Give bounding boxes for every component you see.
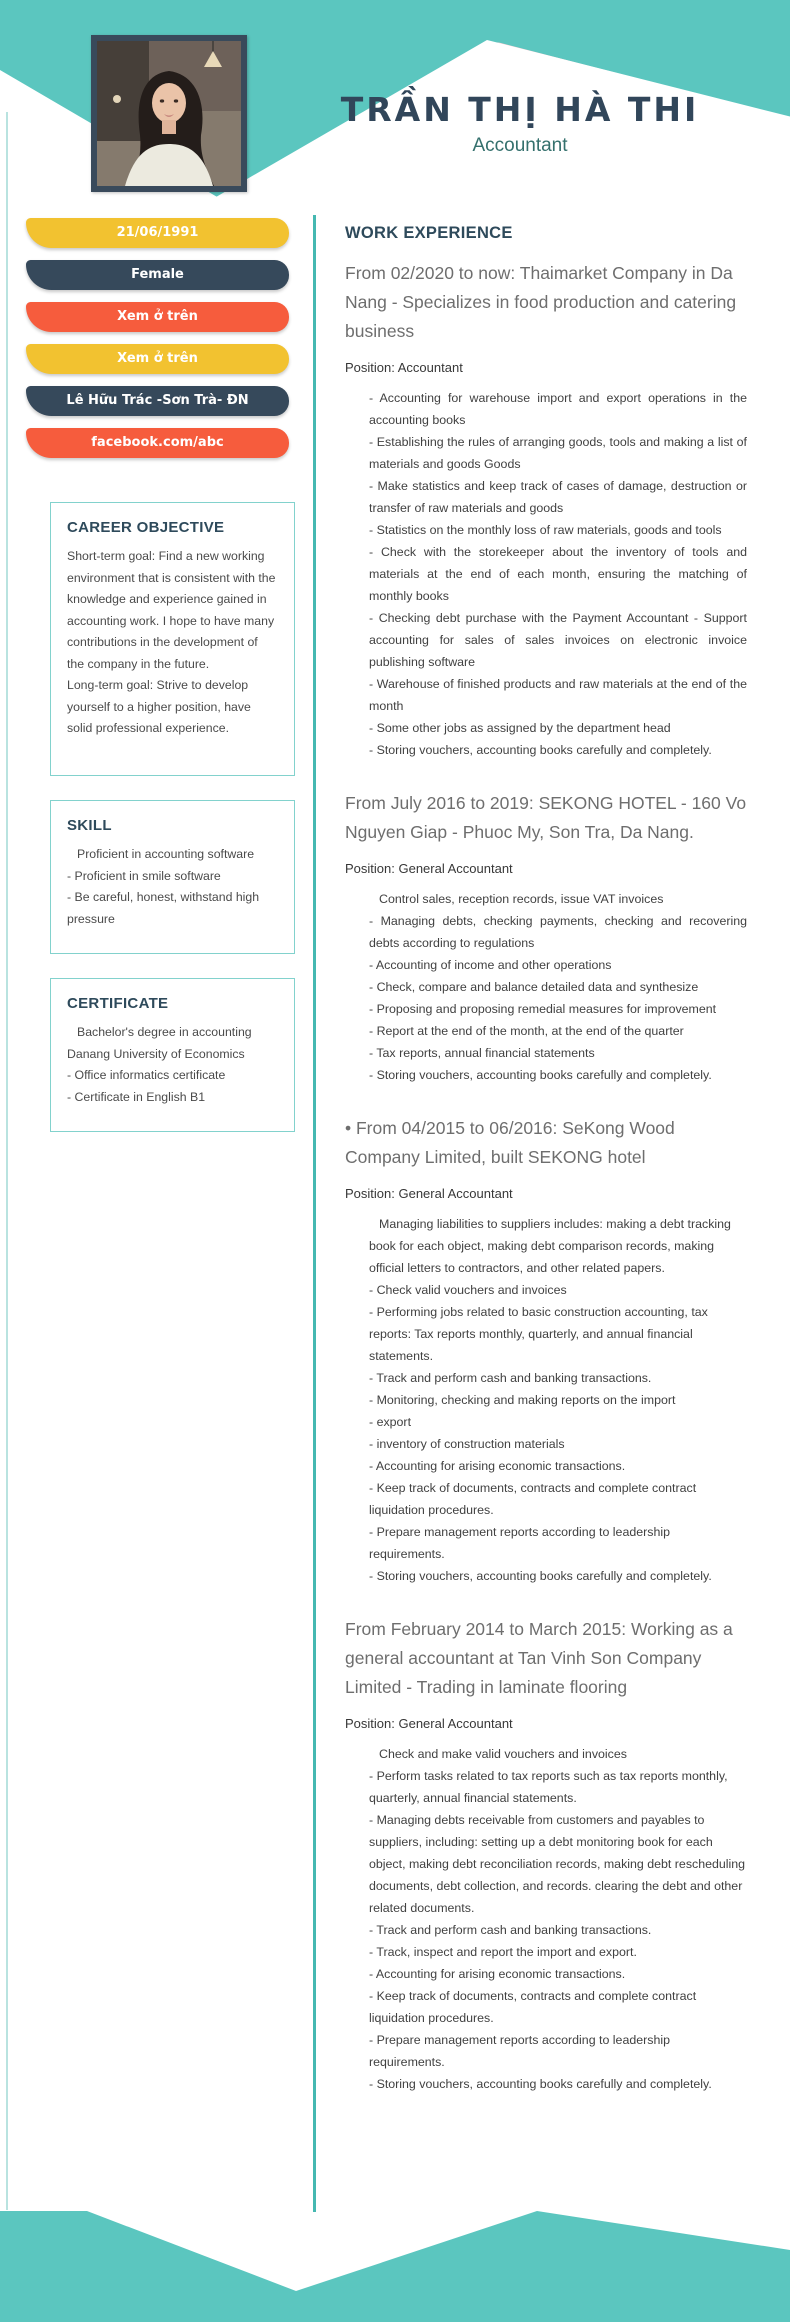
contact-badge-label: facebook.com/abc [91, 435, 224, 450]
job-bullet: - Check with the storekeeper about the inventory of tools and materials at the end of each month, ensuring the matching of monthly books [369, 545, 747, 603]
job-bullet: - Keep track of documents, contracts and complete contract liquidation procedures. [369, 1989, 697, 2025]
certificate-line: Bachelor's degree in accounting Danang University of Economics [67, 1025, 252, 1061]
job-bullets [369, 1743, 747, 2095]
contact-badge-label: 21/06/1991 [116, 225, 199, 240]
contact-badge [26, 218, 289, 248]
career-objective-line: Short-term goal: Find a new working environment that is consistent with the knowledge and experience gained in accounting work. I hope to have many contributions in the development of the company in the future. [67, 549, 276, 671]
contact-badge-label: Xem ở trên [117, 351, 198, 366]
contact-badge [26, 344, 289, 374]
contact-badges [26, 218, 289, 470]
column-divider-rule [313, 215, 316, 2212]
job-entry-sekong-hotel [345, 789, 747, 1086]
certificate-heading: CERTIFICATE [67, 995, 169, 1012]
job-bullet: - Storing vouchers, accounting books carefully and completely. [369, 1569, 712, 1583]
person-job-title: Accountant [472, 135, 568, 156]
job-bullet: - Track and perform cash and banking transactions. [369, 1923, 652, 1937]
job-bullet: Control sales, reception records, issue VAT invoices [379, 892, 664, 906]
job-bullet: Managing liabilities to suppliers includes: making a debt tracking book for each object, making debt comparison records, making official letters to contractors, and other related papers. [369, 1217, 731, 1275]
job-bullet: - Accounting of income and other operations [369, 958, 612, 972]
contact-badge [26, 428, 289, 458]
job-bullet: - Tax reports, annual financial statements [369, 1046, 595, 1060]
skill-line: - Proficient in smile software [67, 868, 221, 883]
job-bullet: - Keep track of documents, contracts and complete contract liquidation procedures. [369, 1481, 697, 1517]
job-bullet: - Managing debts, checking payments, checking and recovering debts according to regulations [369, 914, 747, 950]
job-bullets [369, 888, 747, 1086]
job-bullet: - Prepare management reports according to leadership requirements. [369, 2033, 670, 2069]
job-bullet: - Track, inspect and report the import and export. [369, 1945, 637, 1959]
job-bullet: - Managing debts receivable from customers and payables to suppliers, including: setting up a debt monitoring book for each object, making debt reconciliation records, making debt rescheduling documents, debt collection, and records. clearing the debt and other related documents. [369, 1813, 746, 1915]
certificate-line: - Certificate in English B1 [67, 1089, 206, 1104]
skill-body [67, 844, 278, 930]
job-bullet: - Monitoring, checking and making reports on the import [369, 1393, 676, 1407]
skill-line: - Be careful, honest, withstand high pressure [67, 890, 260, 926]
work-experience-column [345, 224, 747, 2123]
job-bullets [369, 1213, 747, 1587]
header-identity [300, 90, 740, 158]
job-bullet: - Track and perform cash and banking transactions. [369, 1371, 652, 1385]
sidebar-left-rule [6, 112, 8, 2210]
skill-heading: SKILL [67, 817, 112, 834]
job-position: Position: General Accountant [345, 1186, 513, 1201]
job-position: Position: General Accountant [345, 1716, 513, 1731]
person-name: TRẦN THỊ HÀ THI [340, 90, 700, 129]
job-entry-tan-vinh-son [345, 1615, 747, 2095]
certificate-line: - Office informatics certificate [67, 1068, 226, 1082]
job-entry-sekong-wood [345, 1114, 747, 1587]
job-title: From July 2016 to 2019: SEKONG HOTEL - 160 Vo Nguyen Giap - Phuoc My, Son Tra, Da Nang. [345, 793, 747, 842]
job-bullet: - export [369, 1415, 412, 1429]
job-bullets [369, 387, 747, 761]
job-bullet: - Check valid vouchers and invoices [369, 1283, 567, 1297]
job-bullet: - Check, compare and balance detailed data and synthesize [369, 980, 699, 994]
career-objective-body [67, 546, 278, 740]
job-bullet: - Accounting for arising economic transactions. [369, 1967, 626, 1981]
job-title: From February 2014 to March 2015: Working as a general accountant at Tan Vinh Son Company Limited - Trading in laminate flooring [345, 1619, 733, 1697]
job-title: From 02/2020 to now: Thaimarket Company in Da Nang - Specializes in food production and catering business [345, 263, 737, 341]
contact-badge [26, 302, 289, 332]
job-bullet: - Report at the end of the month, at the end of the quarter [369, 1024, 684, 1038]
career-objective-heading: CAREER OBJECTIVE [67, 519, 225, 536]
job-bullet: - Accounting for warehouse import and export operations in the accounting books [369, 391, 747, 427]
job-position: Position: General Accountant [345, 861, 513, 876]
skill-section [50, 800, 295, 954]
footer-banner [0, 2210, 790, 2322]
job-bullet: - Proposing and proposing remedial measures for improvement [369, 1002, 717, 1016]
job-position: Position: Accountant [345, 360, 463, 375]
job-title: • From 04/2015 to 06/2016: SeKong Wood Company Limited, built SEKONG hotel [345, 1118, 675, 1167]
job-bullet: - Checking debt purchase with the Payment Accountant - Support accounting for sales of sales invoices on electronic invoice publishing software [369, 611, 747, 669]
contact-badge [26, 386, 289, 416]
certificate-section [50, 978, 295, 1132]
certificate-body [67, 1022, 278, 1108]
job-bullet: - Some other jobs as assigned by the department head [369, 721, 671, 735]
contact-badge-label: Lê Hữu Trác -Sơn Trà- ĐN [66, 393, 249, 408]
job-bullet: - Statistics on the monthly loss of raw materials, goods and tools [369, 523, 722, 537]
job-bullet: - Warehouse of finished products and raw materials at the end of the month [369, 677, 747, 713]
job-bullet: - Make statistics and keep track of cases of damage, destruction or transfer of raw materials and goods [369, 479, 747, 515]
job-bullet: - Accounting for arising economic transactions. [369, 1459, 626, 1473]
contact-badge [26, 260, 289, 290]
job-bullet: - Perform tasks related to tax reports such as tax reports monthly, quarterly, annual financial statements. [369, 1769, 728, 1805]
job-bullet: - Performing jobs related to basic construction accounting, tax reports: Tax reports monthly, quarterly, and annual financial statements. [369, 1305, 708, 1363]
contact-badge-label: Female [131, 267, 184, 282]
job-bullet: - Storing vouchers, accounting books carefully and completely. [369, 2077, 712, 2091]
career-objective-line: Long-term goal: Strive to develop yourself to a higher position, have solid professional experience. [67, 678, 251, 735]
job-bullet: - Storing vouchers, accounting books carefully and completely. [369, 1068, 712, 1082]
job-bullet: - inventory of construction materials [369, 1437, 565, 1451]
contact-badge-label: Xem ở trên [117, 309, 198, 324]
work-experience-heading: WORK EXPERIENCE [345, 224, 513, 242]
job-bullet: - Prepare management reports according to leadership requirements. [369, 1525, 670, 1561]
profile-photo [91, 35, 247, 192]
job-bullet: - Establishing the rules of arranging goods, tools and making a list of materials and goods Goods [369, 435, 747, 471]
job-bullet: Check and make valid vouchers and invoices [379, 1747, 627, 1761]
skill-line: Proficient in accounting software [77, 847, 255, 861]
job-entry-thaimarket [345, 259, 747, 761]
job-bullet: - Storing vouchers, accounting books carefully and completely. [369, 743, 712, 757]
profile-photo-illustration [97, 41, 241, 186]
career-objective-section [50, 502, 295, 776]
